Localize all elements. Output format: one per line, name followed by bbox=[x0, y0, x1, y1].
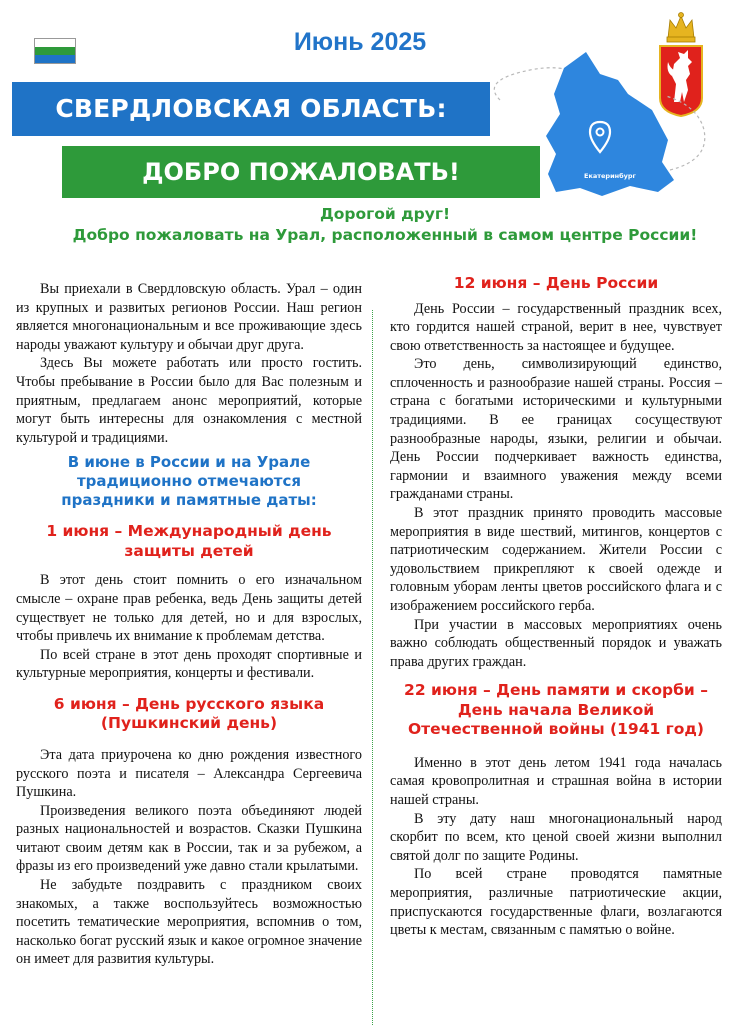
sverdlovsk-flag-icon bbox=[34, 38, 76, 64]
june6-paragraph-3: Не забудьте поздравить с праздником своих знакомых, а также воспользуйтесь возможностью посетить тематические мероприятия, вспомнив о том, насколько богат русский язык и какое огромное значение он имеет для развития культуры. bbox=[16, 877, 362, 968]
section-heading: В июне в России и на Урале традиционно отмечаются праздники и памятные даты: bbox=[61, 453, 317, 510]
june6-heading: 6 июня – День русского языка (Пушкинский день) bbox=[53, 694, 325, 733]
left-column bbox=[16, 280, 362, 969]
june1-paragraph-1: В этот день стоит помнить о его изначальном смысле – охране прав ребенка, ведь День защиты детей существует не только для детей, но и для взрослых, чтобы привлечь их внимание к проблемам детства. bbox=[16, 572, 362, 645]
greeting-line-1: Дорогой друг! bbox=[319, 205, 451, 223]
june22-heading: 22 июня – День памяти и скорби – День начала Великой Отечественной войны (1941 год) bbox=[404, 681, 708, 739]
banner-title: СВЕРДЛОВСКАЯ ОБЛАСТЬ: bbox=[12, 82, 490, 136]
right-column bbox=[390, 274, 722, 940]
intro-paragraph-1: Вы приехали в Свердловскую область. Урал – один из крупных и развитых регионов России. Наш регион является многонациональным и все проживающие здесь народы уважают культуру и обычаи друг друга. bbox=[16, 281, 362, 353]
june12-paragraph-1: День России – государственный праздник всех, кто гордится нашей страной, верит в нее, чувствует свою ответственность за настоящее и будущее. bbox=[390, 300, 722, 354]
intro-paragraph-2: Здесь Вы можете работать или просто гостить. Чтобы пребывание в России было для Вас полезным и приятным, предлагаем анонс мероприятий, которые могут быть интересны для ознакомления с местной культурой и традициями. bbox=[16, 355, 362, 446]
banner-subtitle: ДОБРО ПОЖАЛОВАТЬ! bbox=[62, 146, 540, 198]
june22-paragraph-2: В эту дату наш многонациональный народ скорбит по всем, кто ценой своей жизни выполнил святой долг по защите Родины. bbox=[390, 810, 722, 864]
map-city-label: Екатеринбург bbox=[584, 172, 636, 180]
june6-paragraph-1: Эта дата приурочена ко дню рождения известного русского поэта и писателя – Александра Сергеевича Пушкина. bbox=[16, 746, 362, 801]
june22-paragraph-3: По всей стране проводятся памятные мероприятия, различные патриотические акции, приспускаются государственные флаги, возлагаются цветы к местам, связанным с памятью о войне. bbox=[390, 866, 722, 939]
june1-heading: 1 июня – Международный день защиты детей bbox=[46, 522, 332, 560]
greeting-line-2: Добро пожаловать на Урал, расположенный в самом центре России! bbox=[72, 226, 698, 244]
issue-month: Июнь 2025 bbox=[293, 28, 427, 56]
june12-heading: 12 июня – День России bbox=[453, 274, 659, 292]
june22-paragraph-1: Именно в этот день летом 1941 года началась самая кровопролитная и страшная война в истории нашей страны. bbox=[390, 754, 722, 809]
june6-paragraph-2: Произведения великого поэта объединяют людей разных национальностей и возрастов. Сказки Пушкина читают своим детям как в России, так и за рубежом, а фразы из его произведений уже давно стали крылатыми. bbox=[16, 802, 362, 875]
june1-paragraph-2: По всей стране в этот день проходят спортивные и культурные мероприятия, концерты и фестивали. bbox=[16, 646, 362, 682]
june12-paragraph-2: Это день, символизирующий единство, сплоченность и разнообразие нашей страны. Россия – страна с богатыми историческими и культурными традициями. В ее границах сосуществуют разнообразные народы, языки, религии и обычаи. День России подчеркивает важность единства, гармонии и взаимного уважения между всеми гражданами страны. bbox=[390, 356, 722, 503]
column-divider bbox=[372, 310, 373, 1025]
june12-paragraph-4: При участии в массовых мероприятиях очень важно соблюдать общественный порядок и уважать права других граждан. bbox=[390, 616, 722, 670]
june12-paragraph-3: В этот праздник принято проводить массовые мероприятия в виде шествий, митингов, концертов с патриотическим содержанием. Жители России с удовольствием прикрепляют к своей одежде и головным уборам ленты цветов российского флага и с изображением российского герба. bbox=[390, 505, 722, 614]
